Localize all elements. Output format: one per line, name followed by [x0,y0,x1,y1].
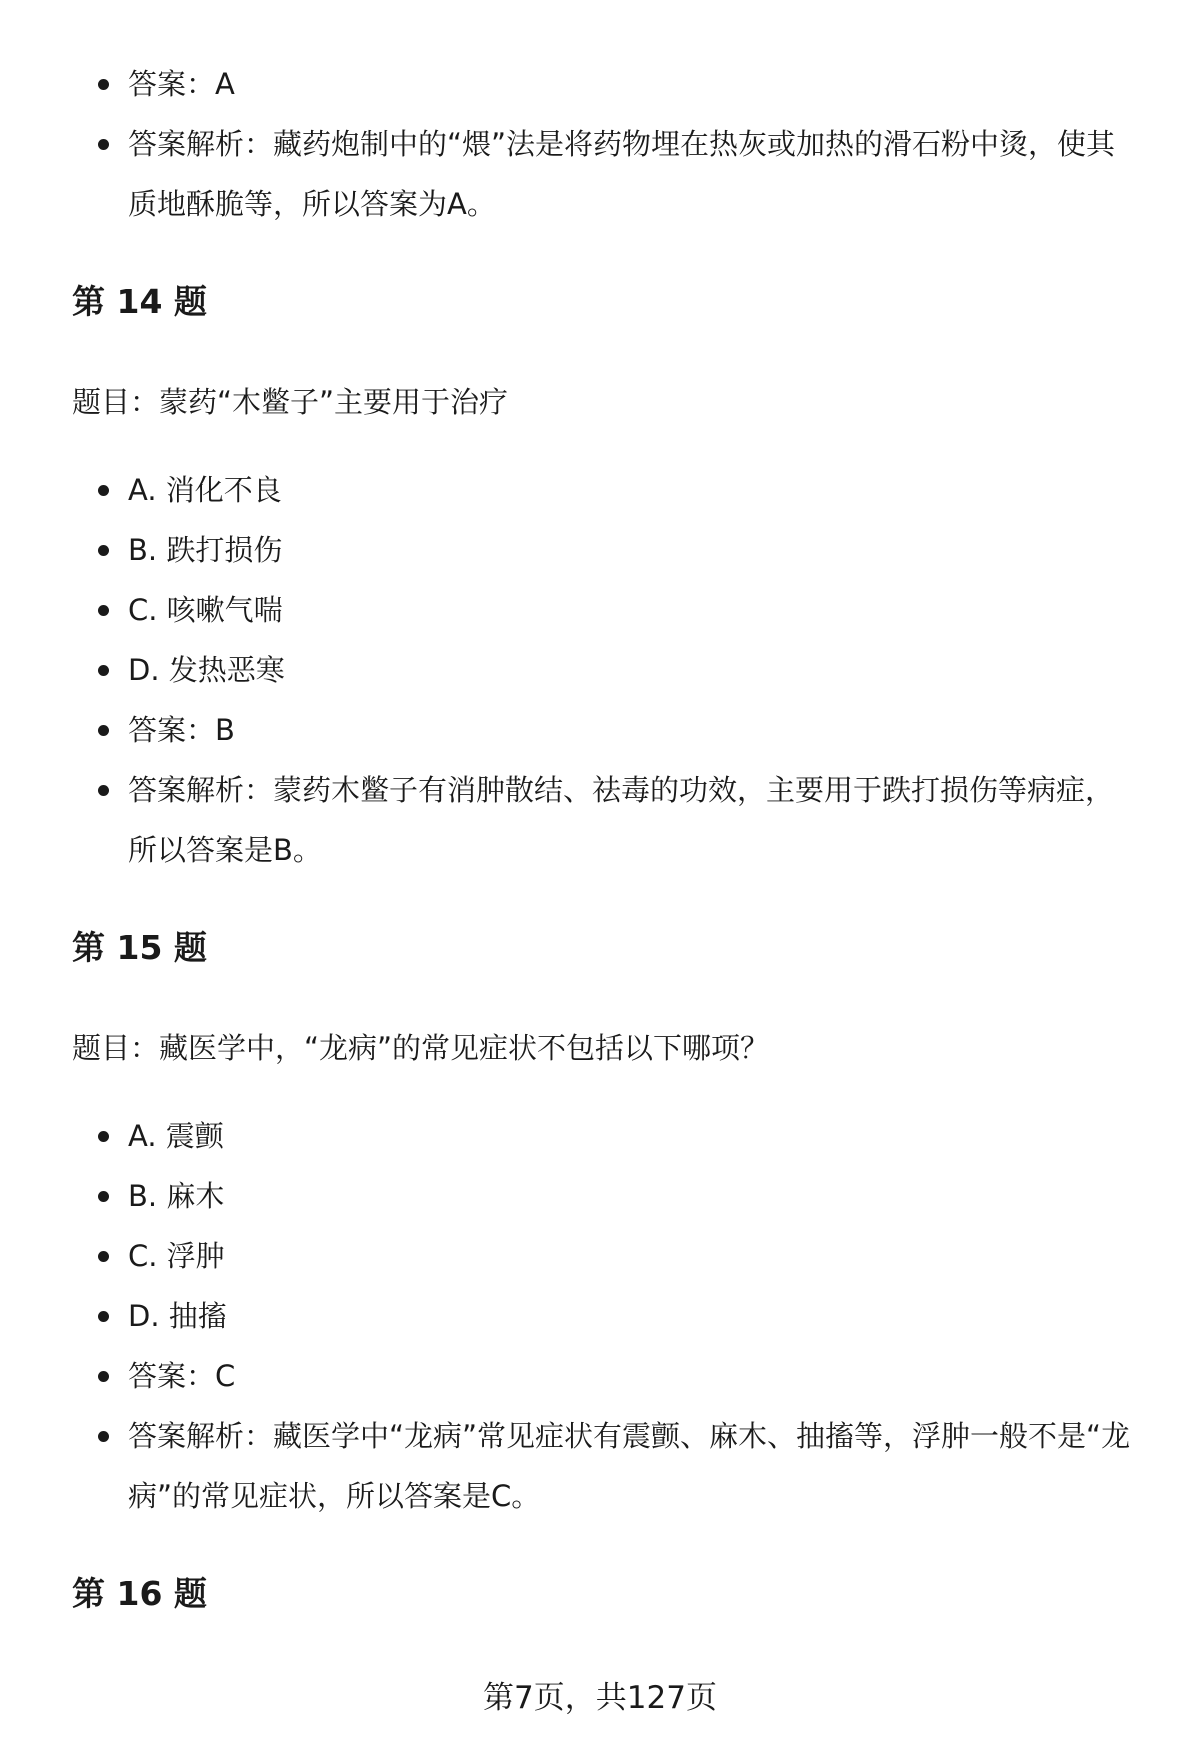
option-item: C. 咳嗽气喘 [0,580,1200,640]
question-15-options [0,1106,1200,1526]
option-item: C. 浮肿 [0,1226,1200,1286]
question-stem: 题目：蒙药“木鳖子”主要用于治疗 [72,385,509,419]
answer-item: 答案：A [0,54,1200,114]
question-14-stem [0,372,1200,432]
question-15 [0,918,1200,978]
question-14-options [0,460,1200,880]
answer-item: 答案：C [0,1346,1200,1406]
analysis-item: 答案解析：藏药炮制中的“煨”法是将药物埋在热灰或加热的滑石粉中烫，使其质地酥脆等，所以答案为A。 [0,114,1200,234]
analysis-item: 答案解析：藏医学中“龙病”常见症状有震颤、麻木、抽搐等，浮肿一般不是“龙病”的常见症状，所以答案是C。 [0,1406,1200,1526]
analysis-item: 答案解析：蒙药木鳖子有消肿散结、祛毒的功效，主要用于跌打损伤等病症，所以答案是B。 [0,760,1200,880]
option-item: B. 麻木 [0,1166,1200,1226]
option-item: A. 消化不良 [0,460,1200,520]
q13-continuation [0,54,1200,234]
question-heading: 第 14 题 [72,282,207,321]
question-heading: 第 15 题 [72,928,207,967]
option-item: D. 抽搐 [0,1286,1200,1346]
question-16 [0,1564,1200,1624]
page-number: 第7页，共127页 [483,1680,717,1716]
question-stem: 题目：藏医学中，“龙病”的常见症状不包括以下哪项？ [72,1031,770,1065]
option-item: A. 震颤 [0,1106,1200,1166]
question-15-stem [0,1018,1200,1078]
question-14 [0,272,1200,332]
option-item: B. 跌打损伤 [0,520,1200,580]
answer-item: 答案：B [0,700,1200,760]
option-item: D. 发热恶寒 [0,640,1200,700]
question-heading: 第 16 题 [72,1574,207,1613]
